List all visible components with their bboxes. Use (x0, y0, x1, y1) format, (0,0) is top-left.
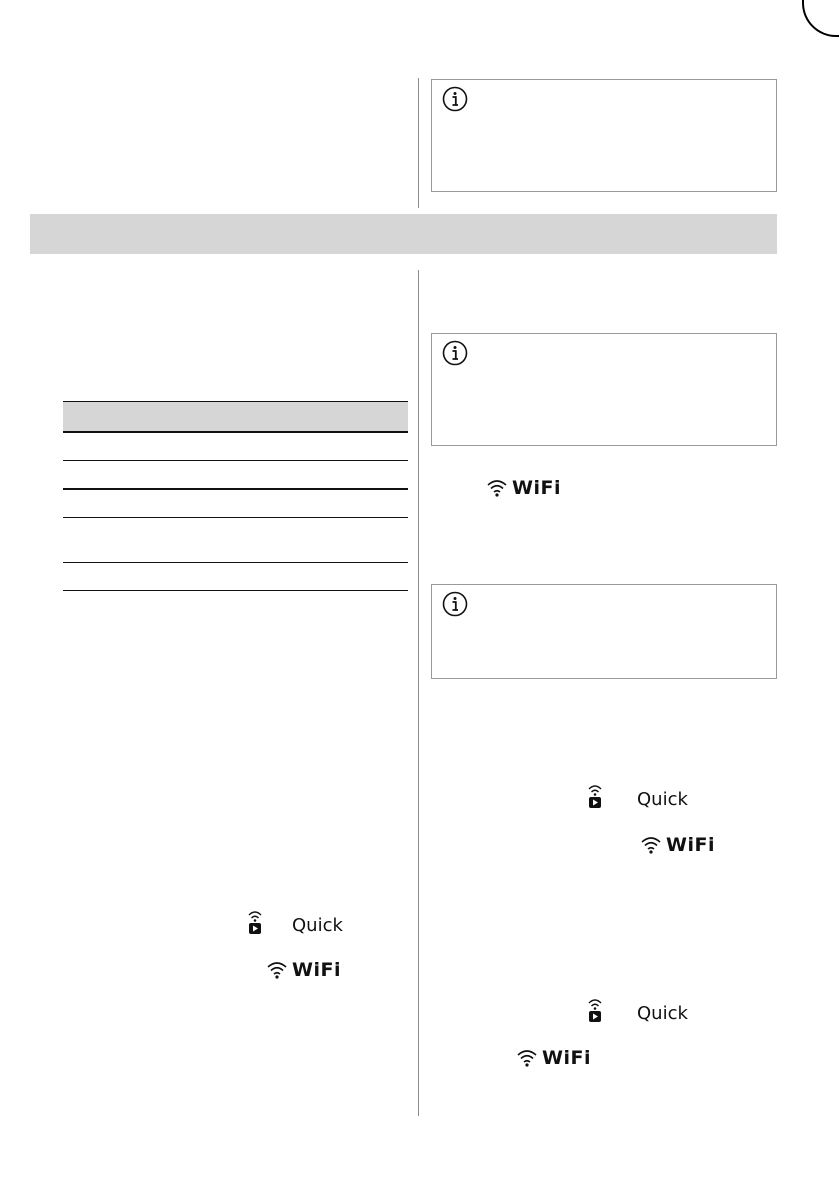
wifi-icon (516, 1048, 538, 1068)
quick-label: Quick (637, 789, 688, 810)
info-icon (442, 86, 468, 112)
info-note-box-1 (431, 79, 777, 192)
wifi-icon (486, 478, 508, 498)
section-header-bar (30, 214, 777, 254)
wifi-label: WiFi (542, 1047, 591, 1069)
info-note-box-2 (431, 333, 777, 446)
wifi-label: WiFi (292, 959, 341, 981)
wifi-icon (266, 960, 288, 980)
table-header-row (63, 401, 408, 431)
remote-start-icon (586, 996, 604, 1024)
table-rule (63, 562, 408, 563)
remote-start-icon (246, 908, 264, 936)
info-icon (442, 340, 468, 366)
wifi-label: WiFi (666, 834, 715, 856)
info-icon (442, 591, 468, 617)
table-rule (63, 431, 408, 433)
table-rule (63, 590, 408, 591)
info-note-box-3 (431, 584, 777, 679)
column-divider-top (418, 78, 419, 208)
wifi-label: WiFi (512, 477, 561, 499)
quick-label: Quick (292, 915, 343, 936)
table-rule (63, 517, 408, 518)
table-rule (63, 401, 408, 402)
table-rule (63, 488, 408, 490)
table-rule (63, 460, 408, 461)
column-divider-main (418, 270, 419, 1116)
wifi-icon (640, 835, 662, 855)
remote-start-icon (586, 782, 604, 810)
page-crop-mark (802, 0, 839, 37)
quick-label: Quick (637, 1003, 688, 1024)
